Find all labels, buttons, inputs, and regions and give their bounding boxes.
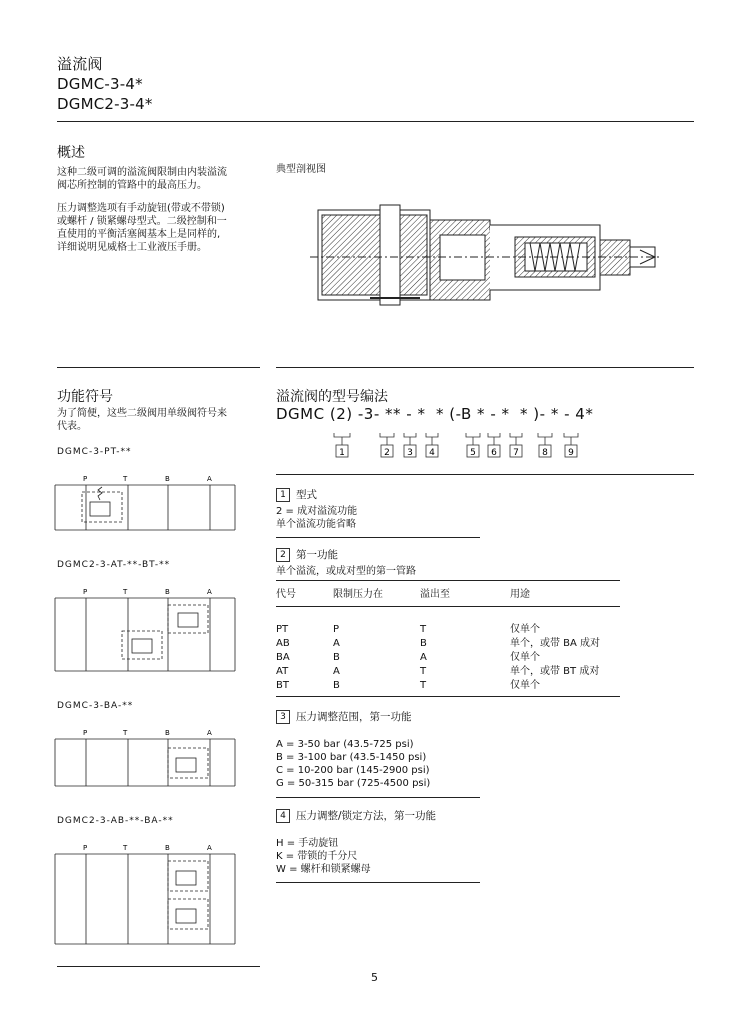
diagram-caption: DGMC-3-BA-** — [57, 701, 134, 711]
table-header-code: 代号 — [276, 589, 296, 600]
position-number: 2 — [384, 448, 390, 458]
symbols-intro: 为了简便，这些二级阀用单级阀符号来 代表。 — [57, 408, 227, 432]
section-view-drawing — [300, 195, 670, 320]
model-code-string: DGMC (2) -3- ** - * * (-B * - * * )- * - 4* — [276, 405, 594, 423]
list-item: H = 手动旋钮 — [276, 838, 339, 849]
section-number-box: 1 — [276, 488, 290, 502]
section-2-heading: 2 第一功能 — [276, 547, 338, 562]
symbols-heading: 功能符号 — [57, 389, 113, 405]
diagram-caption: DGMC-3-PT-** — [57, 447, 132, 457]
page-title-model-2: DGMC2-3-4* — [57, 95, 153, 113]
symbol-diagram-ba — [50, 724, 245, 794]
function-table — [276, 623, 620, 693]
position-number: 6 — [491, 448, 497, 458]
position-number: 4 — [429, 448, 435, 458]
table-header-usage: 用途 — [510, 589, 530, 600]
model-rule — [276, 367, 694, 368]
port-label: P — [83, 588, 88, 596]
symbol-diagram-at-bt — [50, 583, 245, 678]
table-header-limit: 限制压力在 — [333, 589, 383, 600]
position-number: 1 — [339, 448, 345, 458]
section-view-label: 典型剖视图 — [276, 164, 326, 175]
table-row: BA B A 仅单个 — [276, 652, 540, 663]
list-item: W = 螺杆和锁紧螺母 — [276, 864, 371, 875]
section-1-heading: 1 型式 — [276, 487, 317, 502]
position-number: 9 — [568, 448, 574, 458]
port-label: B — [165, 588, 170, 596]
page-number: 5 — [371, 971, 378, 984]
port-label: B — [165, 475, 170, 483]
table-row: AB A B 单个，或带 BA 成对 — [276, 638, 601, 649]
section-3-list — [276, 738, 430, 790]
section-1-body: 2 = 成对溢流功能 单个溢流功能省略 — [276, 506, 358, 530]
section-number-box: 2 — [276, 548, 290, 562]
port-label: P — [83, 729, 88, 737]
model-code-position-boxes — [276, 425, 586, 465]
symbols-rule — [57, 367, 260, 368]
table-row: BT B T 仅单个 — [276, 680, 540, 691]
section-2-bottom-rule — [276, 696, 620, 697]
diagram-caption: DGMC2-3-AT-**-BT-** — [57, 560, 171, 570]
section-2-top-rule — [276, 580, 620, 581]
section-4-rule — [276, 882, 480, 883]
symbol-diagram-pt — [50, 470, 245, 540]
table-row: PT P T 仅单个 — [276, 624, 540, 635]
table-row: AT A T 单个，或带 BT 成对 — [276, 666, 600, 677]
port-label: T — [123, 475, 128, 483]
section-1-rule — [276, 537, 480, 538]
port-label: A — [207, 475, 212, 483]
list-item: C = 10-200 bar (145-2900 psi) — [276, 765, 430, 776]
position-number: 3 — [407, 448, 413, 458]
diagram-caption: DGMC2-3-AB-**-BA-** — [57, 816, 174, 826]
port-label: A — [207, 588, 212, 596]
list-item: K = 带锁的千分尺 — [276, 851, 358, 862]
position-number: 7 — [513, 448, 519, 458]
symbol-diagram-ab-ba — [50, 839, 245, 951]
section-3-heading: 3 压力调整范围，第一功能 — [276, 709, 412, 724]
port-label: P — [83, 844, 88, 852]
overview-text: 这种二级可调的溢流阀限制由内装溢流 阀芯所控制的管路中的最高压力。 压力调整选项有手动旋钮(带或不带锁) 或螺杆 / 锁紧螺母型式。二级控制和一 直使用的平衡活塞阀基本上是同样的, 详细说明见威格士工业液压手册。 — [57, 167, 227, 253]
section-3-rule — [276, 797, 480, 798]
list-item: B = 3-100 bar (43.5-1450 psi) — [276, 752, 427, 763]
section-number-box: 3 — [276, 710, 290, 724]
section-4-heading: 4 压力调整/锁定方法，第一功能 — [276, 808, 436, 823]
port-label: T — [123, 729, 128, 737]
position-number: 5 — [470, 448, 476, 458]
position-number: 8 — [542, 448, 548, 458]
port-label: A — [207, 729, 212, 737]
model-code-rule — [276, 474, 694, 475]
section-number-box: 4 — [276, 809, 290, 823]
port-label: T — [123, 844, 128, 852]
port-label: T — [123, 588, 128, 596]
port-label: B — [165, 729, 170, 737]
section-2-subtitle: 单个溢流，或成对型的第一管路 — [276, 566, 416, 577]
model-code-heading: 溢流阀的型号编法 — [276, 389, 388, 405]
section-4-list — [276, 837, 371, 876]
port-label: P — [83, 475, 88, 483]
bottom-rule — [57, 966, 260, 967]
port-label: B — [165, 844, 170, 852]
table-header-outlet: 溢出至 — [420, 589, 450, 600]
header-rule — [57, 121, 694, 122]
list-item: A = 3-50 bar (43.5-725 psi) — [276, 739, 414, 750]
page-title-cn: 溢流阀 — [57, 55, 103, 73]
overview-heading: 概述 — [57, 145, 85, 161]
page-title-model-1: DGMC-3-4* — [57, 75, 143, 93]
section-2-header-rule — [276, 606, 620, 607]
list-item: G = 50-315 bar (725-4500 psi) — [276, 778, 431, 789]
port-label: A — [207, 844, 212, 852]
